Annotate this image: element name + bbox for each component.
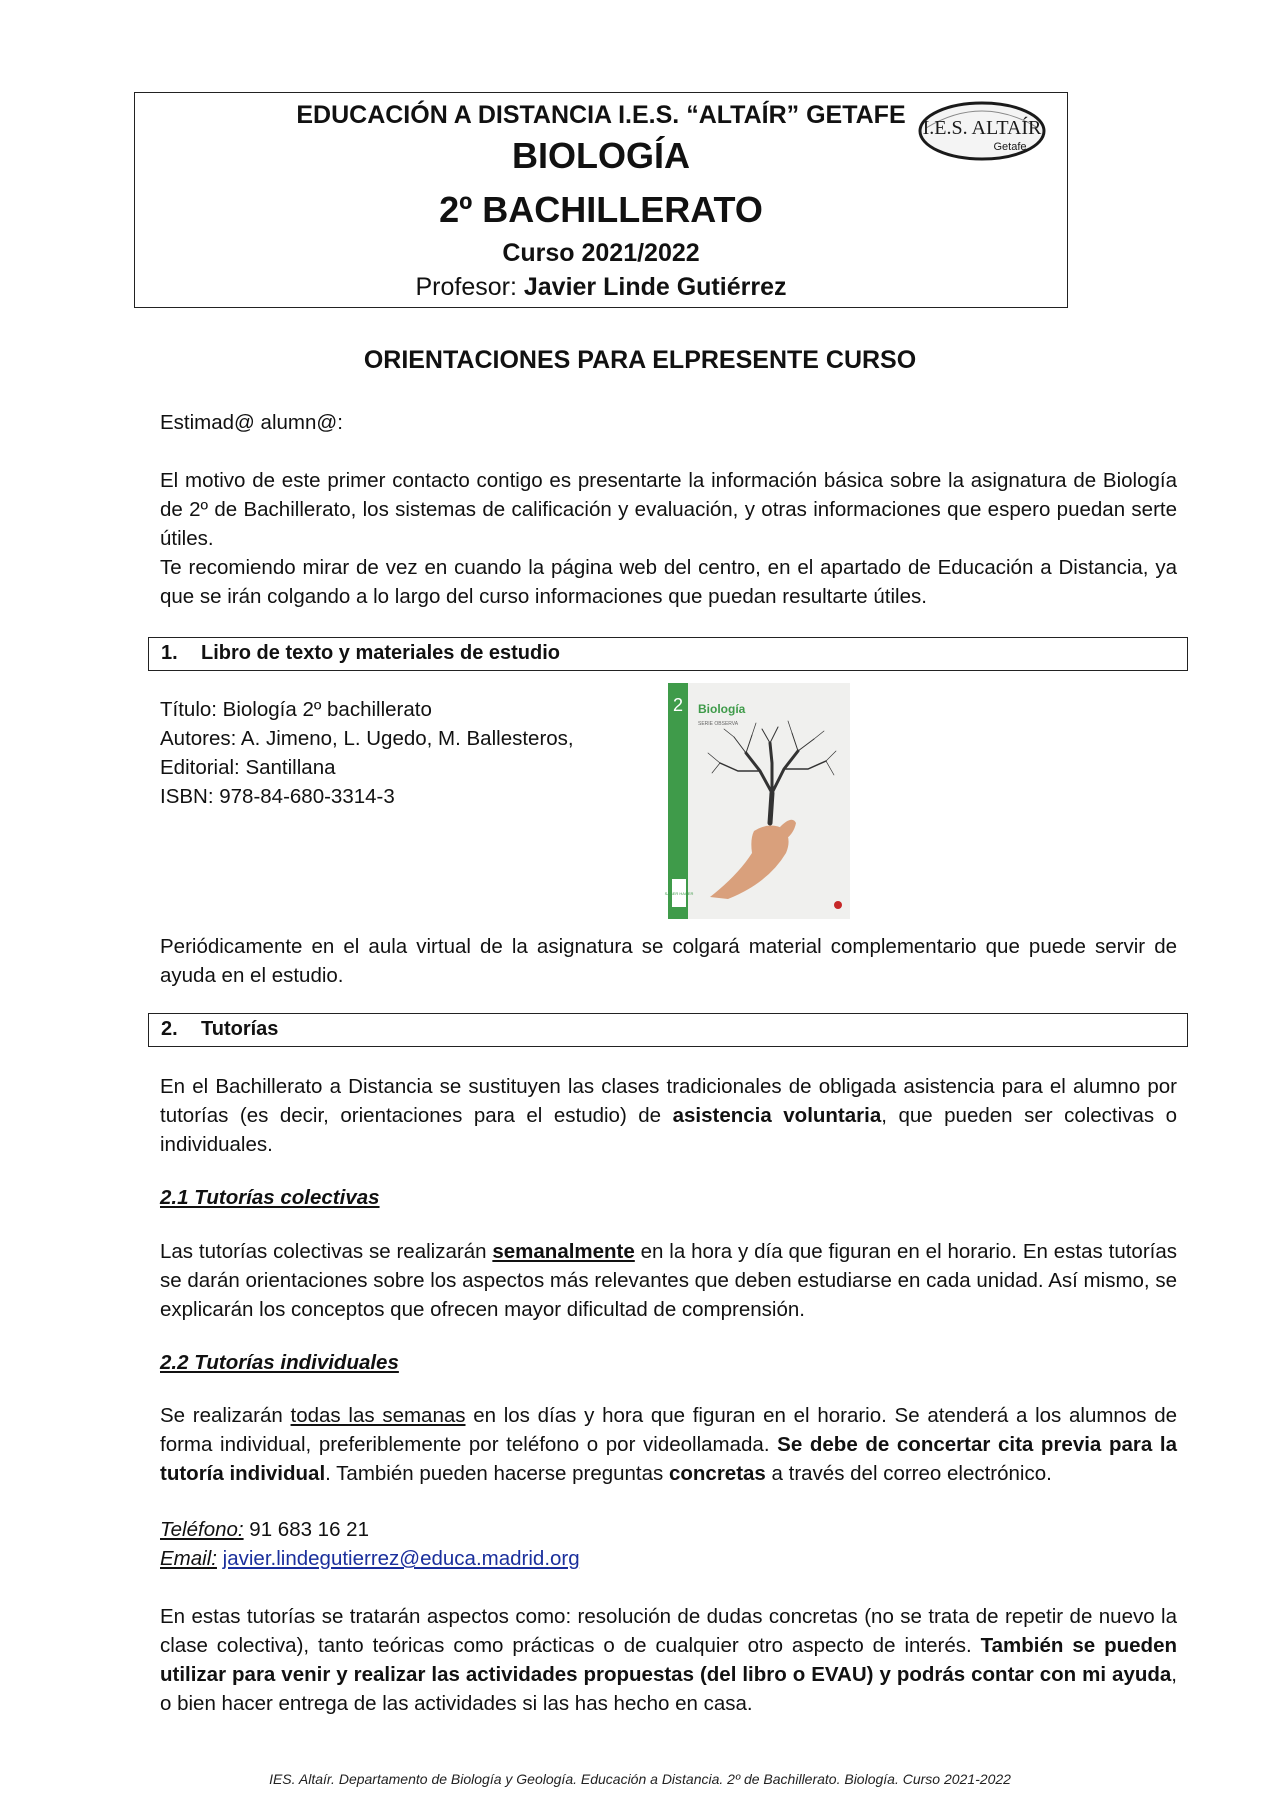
section-2-intro-text-end: , que pueden ser colectivas o individuales. — [160, 1104, 1177, 1156]
subsection-2-2-title: 2.2 Tutorías individuales — [160, 1351, 399, 1374]
book-authors: Autores: A. Jimeno, L. Ugedo, M. Ballesteros, — [160, 727, 574, 750]
section-1-heading — [148, 637, 1188, 671]
cover-series: SERIE OBSERVA — [698, 721, 739, 727]
tutorias-final-paragraph — [160, 1602, 1177, 1718]
final-text-c: , o bien hacer entrega de las actividades si las has hecho en casa. — [160, 1663, 1177, 1715]
section-2-intro-bold: asistencia voluntaria — [672, 1104, 882, 1127]
section-1-number: 1. — [161, 642, 178, 664]
book-isbn: ISBN: 978-84-680-3314-3 — [160, 785, 395, 808]
header-course: Curso 2021/2022 — [502, 239, 700, 267]
book-cover-image — [664, 683, 850, 919]
book-publisher: Editorial: Santillana — [160, 756, 336, 779]
intro-paragraph-1: El motivo de este primer contacto contigo es presentarte la información básica sobre la asignatura de Biología de 2º de Bachillerato, los sistemas de calificación y evaluación, y otras informaciones que espero puedan serte útiles. — [160, 469, 1177, 550]
sub2-text-g: a través del correo electrónico. — [765, 1462, 1052, 1485]
email-label: Email: — [160, 1547, 217, 1570]
section-1-extra: Periódicamente en el aula virtual de la asignatura se colgará material complementario que puede servir de ayuda en el estudio. — [160, 935, 1177, 987]
sub2-bold-appointment: Se debe de concertar cita previa para la tutoría individual — [160, 1433, 1177, 1485]
contact-phone — [160, 1515, 1177, 1544]
phone-label: Teléfono: — [160, 1518, 244, 1541]
cover-badge: SABER HACER — [664, 891, 694, 896]
section-1-title: Libro de texto y materiales de estudio — [201, 642, 560, 664]
sub2-underline: todas las semanas — [290, 1404, 466, 1427]
sub2-bold-concretas: concretas — [668, 1462, 766, 1485]
sub1-text-end: en la hora y día que figuran en el horario. En estas tutorías se darán orientaciones sobre los aspectos más relevantes que deben estudiarse en cada unidad. Así mismo, se explicarán los conceptos que ofrecen mayor dificultad de comprensión. — [160, 1240, 1177, 1321]
email-link[interactable]: javier.lindegutierrez@educa.madrid.org — [222, 1547, 580, 1570]
section-2-intro-text: En el Bachillerato a Distancia se sustituyen las clases tradicionales de obligada asistencia para el alumno por tutorías (es decir, orientaciones para el estudio) de — [160, 1075, 1177, 1127]
logo-subtext: Getafe — [993, 141, 1027, 153]
section-2-number: 2. — [161, 1018, 178, 1040]
page-footer: IES. Altaír. Departamento de Biología y Geología. Educación a Distancia. 2º de Bachillerato. Biología. Curso 2021-2022 — [269, 1771, 1011, 1787]
book-title: Título: Biología 2º bachillerato — [160, 698, 432, 721]
sub2-text-e: . También pueden hacerse preguntas — [325, 1462, 669, 1485]
final-text-a: En estas tutorías se tratarán aspectos como: resolución de dudas concretas (no se trata de repetir de nuevo la clase colectiva), tanto teóricas como prácticas o de cualquier otro aspecto de interés. — [160, 1605, 1177, 1657]
school-logo — [916, 98, 1048, 166]
section-2-title: Tutorías — [201, 1018, 279, 1040]
greeting: Estimad@ alumn@: — [160, 411, 343, 434]
header-level: 2º BACHILLERATO — [439, 189, 763, 230]
subsection-2-1-title: 2.1 Tutorías colectivas — [160, 1186, 380, 1209]
cover-number: 2 — [672, 695, 684, 715]
subsection-2-1-paragraph — [160, 1237, 1177, 1324]
header-subject: BIOLOGÍA — [512, 135, 690, 176]
header-school: EDUCACIÓN A DISTANCIA I.E.S. “ALTAÍR” GETAFE — [296, 101, 906, 129]
teacher-name: Javier Linde Gutiérrez — [523, 273, 787, 301]
intro-paragraph-2: Te recomiendo mirar de vez en cuando la página web del centro, en el apartado de Educación a Distancia, ya que se irán colgando a lo largo del curso informaciones que puedan resultarte útiles. — [160, 556, 1177, 608]
sub2-text-a: Se realizarán — [160, 1404, 291, 1427]
contact-email — [160, 1544, 1177, 1573]
logo-text: I.E.S. ALTAÍR — [922, 117, 1042, 139]
final-bold: También se pueden utilizar para venir y realizar las actividades propuestas (del libro o EVAU) y podrás contar con mi ayuda — [160, 1634, 1177, 1686]
section-2-intro — [160, 1072, 1177, 1159]
section-2-heading — [148, 1013, 1188, 1047]
sub1-text: Las tutorías colectivas se realizarán — [160, 1240, 493, 1263]
sub2-text-c: en los días y hora que figuran en el horario. Se atenderá a los alumnos de forma individual, preferiblemente por teléfono o por videollamada. — [160, 1404, 1178, 1456]
page-title: ORIENTACIONES PARA ELPRESENTE CURSO — [363, 346, 917, 374]
header-teacher — [135, 273, 1067, 302]
phone-number: 91 683 16 21 — [243, 1518, 369, 1541]
sub1-emphasis: semanalmente — [492, 1240, 635, 1263]
subsection-2-2-paragraph — [160, 1401, 1177, 1488]
teacher-label: Profesor: — [415, 273, 524, 301]
cover-title: Biología — [698, 702, 746, 716]
